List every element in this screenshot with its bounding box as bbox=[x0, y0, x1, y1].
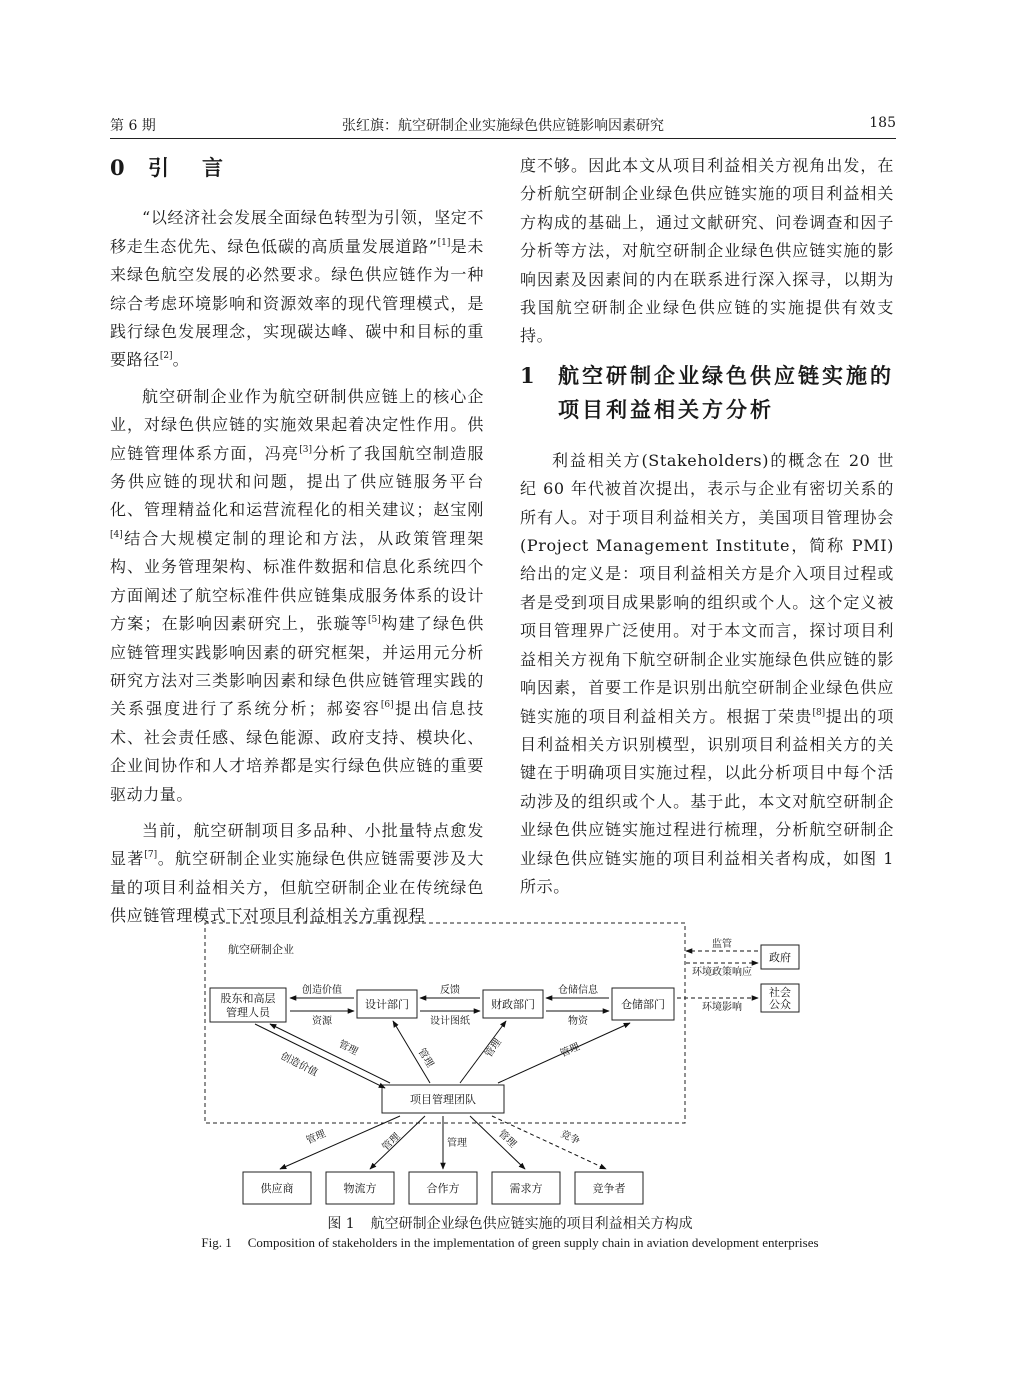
public-label-2: 公众 bbox=[769, 998, 791, 1011]
partner-label: 合作方 bbox=[426, 1182, 460, 1195]
figure-caption-text-cn: 航空研制企业绿色供应链实施的项目利益相关方构成 bbox=[370, 1216, 693, 1232]
figure-caption-cn bbox=[0, 1213, 1020, 1233]
label-manage-partner: 管理 bbox=[447, 1138, 467, 1149]
label-env-policy: 环境政策响应 bbox=[692, 967, 752, 978]
storage-label: 仓储部门 bbox=[621, 998, 665, 1011]
running-header bbox=[110, 112, 896, 139]
label-design-drawing: 设计图纸 bbox=[430, 1016, 470, 1027]
paragraph: 度不够。因此本文从项目利益相关方视角出发，在分析航空研制企业绿色供应链实施的项目利益相关方构成的基础上，通过文献研究、问卷调查和因子分析等方法，对航空研制企业绿色供应链实施的影响因素及因素间的内在联系进行深入探寻，以期为我国航空研制企业绿色供应链的实施提供有效支持。 bbox=[520, 156, 894, 346]
label-resources: 资源 bbox=[312, 1016, 332, 1027]
citation-link[interactable]: [4] bbox=[110, 529, 123, 540]
label-create-value-diag: 创造价值 bbox=[278, 1050, 320, 1079]
citation-link[interactable]: [5] bbox=[368, 615, 381, 626]
citation-link[interactable]: [3] bbox=[299, 444, 312, 455]
competitor-label: 竞争者 bbox=[592, 1182, 626, 1195]
label-env-impact: 环境影响 bbox=[702, 1002, 742, 1013]
design-label: 设计部门 bbox=[365, 998, 409, 1011]
label-storage-info: 仓储信息 bbox=[558, 985, 598, 996]
label-manage-logistics: 管理 bbox=[380, 1131, 403, 1154]
section-0-heading bbox=[110, 154, 484, 182]
label-manage-shareholders: 管理 bbox=[336, 1038, 360, 1058]
citation-link[interactable]: [6] bbox=[380, 700, 394, 711]
left-column bbox=[110, 152, 484, 939]
label-manage-storage: 管理 bbox=[558, 1041, 582, 1060]
section-title-line2: 项目利益相关方分析 bbox=[558, 397, 774, 422]
enterprise-label: 航空研制企业 bbox=[228, 943, 294, 956]
issue-number: 第 6 期 bbox=[110, 118, 156, 134]
section-title-line1: 航空研制企业绿色供应链实施的 bbox=[558, 363, 894, 388]
shareholders-label-1: 股东和高层 bbox=[220, 992, 276, 1005]
figure-caption-text-en: Composition of stakeholders in the implementation of green supply chain in aviation development enterprises bbox=[247, 1235, 819, 1250]
figure-1 bbox=[180, 918, 820, 1218]
paragraph: “以经济社会发展全面绿色转型为引领，坚定不移走生态优先、绿色低碳的高质量发展道路”[1]是未来绿色航空发展的必然要求。绿色供应链作为一种综合考虑环境影响和资源效率的现代管理模式，是践行绿色发展理念，实现碳达峰、碳中和目标的重要路径[2]。 bbox=[110, 208, 484, 370]
logistics-label: 物流方 bbox=[343, 1182, 377, 1195]
label-manage-design: 管理 bbox=[415, 1046, 436, 1070]
running-title: 张红旗：航空研制企业实施绿色供应链影响因素研究 bbox=[342, 118, 664, 134]
section-number: 0 bbox=[110, 155, 125, 180]
supplier-label: 供应商 bbox=[260, 1182, 294, 1195]
page-number: 185 bbox=[869, 115, 896, 131]
figure-label-en: Fig. 1 bbox=[201, 1235, 232, 1250]
government-label: 政府 bbox=[769, 951, 791, 964]
figure-caption-en bbox=[0, 1235, 1020, 1251]
finance-label: 财政部门 bbox=[491, 998, 535, 1011]
label-compete: 竞争 bbox=[558, 1128, 582, 1148]
right-column bbox=[520, 152, 894, 909]
public-label-1: 社会 bbox=[769, 986, 791, 999]
arrow-pm-shareholders-value bbox=[255, 1024, 385, 1088]
label-materials: 物资 bbox=[568, 1016, 588, 1027]
paragraph: 航空研制企业作为航空研制供应链上的核心企业，对绿色供应链的实施效果起着决定性作用。供应链管理体系方面，冯亮[3]分析了我国航空制造服务供应链的现状和问题，提出了供应链服务平台化、管理精益化和运营流程化的相关建议；赵宝刚[4]结合大规模定制的理论和方法，从政策管理架构、业务管理架构、标准件数据和信息化系统四个方面阐述了航空标准件供应链集成服务体系的设计方案；在影响因素研究上，张璇等[5]构建了绿色供应链管理实践影响因素的研究框架，并运用元分析研究方法对三类影响因素和绿色供应链管理实践的关系强度进行了系统分析；郝姿容[6]提出信息技术、社会责任感、绿色能源、政府支持、模块化、企业间协作和人才培养都是实行绿色供应链的重要驱动力量。 bbox=[110, 386, 484, 804]
section-number: 1 bbox=[520, 362, 535, 388]
label-manage-demand: 管理 bbox=[495, 1128, 518, 1151]
label-feedback: 反馈 bbox=[440, 985, 460, 996]
paragraph: 利益相关方(Stakeholders)的概念在 20 世纪 60 年代被首次提出，表示与企业有密切关系的所有人。对于项目利益相关方，美国项目管理协会(Project Management Institute，简称 PMI)给出的定义是：项目利益相关方是介入项目过程或者是受到项目成果影响的组织或个人。这个定义被项目管理界广泛使用。对于本文而言，探讨项目利益相关方视角下航空研制企业实施绿色供应链的影响因素，首要工作是识别出航空研制企业绿色供应链实施的项目利益相关方。根据丁荣贵[8]提出的项目利益相关方识别模型，识别项目利益相关方的关键在于明确项目实施过程，以此分析项目中每个活动涉及的组织或个人。基于此，本文对航空研制企业绿色供应链实施过程进行梳理，分析航空研制企业绿色供应链实施的项目利益相关者构成，如图 1 所示。 bbox=[520, 450, 894, 896]
label-create-value: 创造价值 bbox=[302, 985, 342, 996]
citation-link[interactable]: [1] bbox=[437, 237, 451, 248]
figure-label-cn: 图 1 bbox=[327, 1216, 355, 1232]
section-1-heading bbox=[520, 359, 894, 427]
paragraph: 当前，航空研制项目多品种、小批量特点愈发显著[7]。航空研制企业实施绿色供应链需要涉及大量的项目利益相关方，但航空研制企业在传统绿色供应链管理模式下对项目利益相关方重视程 bbox=[110, 820, 484, 926]
citation-link[interactable]: [7] bbox=[144, 850, 158, 861]
section-title: 引 言 bbox=[148, 156, 229, 180]
citation-link[interactable]: [8] bbox=[812, 707, 826, 718]
shareholders-label-2: 管理人员 bbox=[226, 1006, 270, 1019]
pm-team-label: 项目管理团队 bbox=[410, 1093, 476, 1106]
label-supervision: 监管 bbox=[712, 939, 732, 950]
demand-label: 需求方 bbox=[509, 1182, 543, 1195]
citation-link[interactable]: [2] bbox=[159, 351, 173, 362]
label-manage-finance: 管理 bbox=[483, 1037, 504, 1060]
arrow-pm-finance bbox=[460, 1021, 506, 1083]
label-manage-supplier: 管理 bbox=[304, 1128, 328, 1147]
